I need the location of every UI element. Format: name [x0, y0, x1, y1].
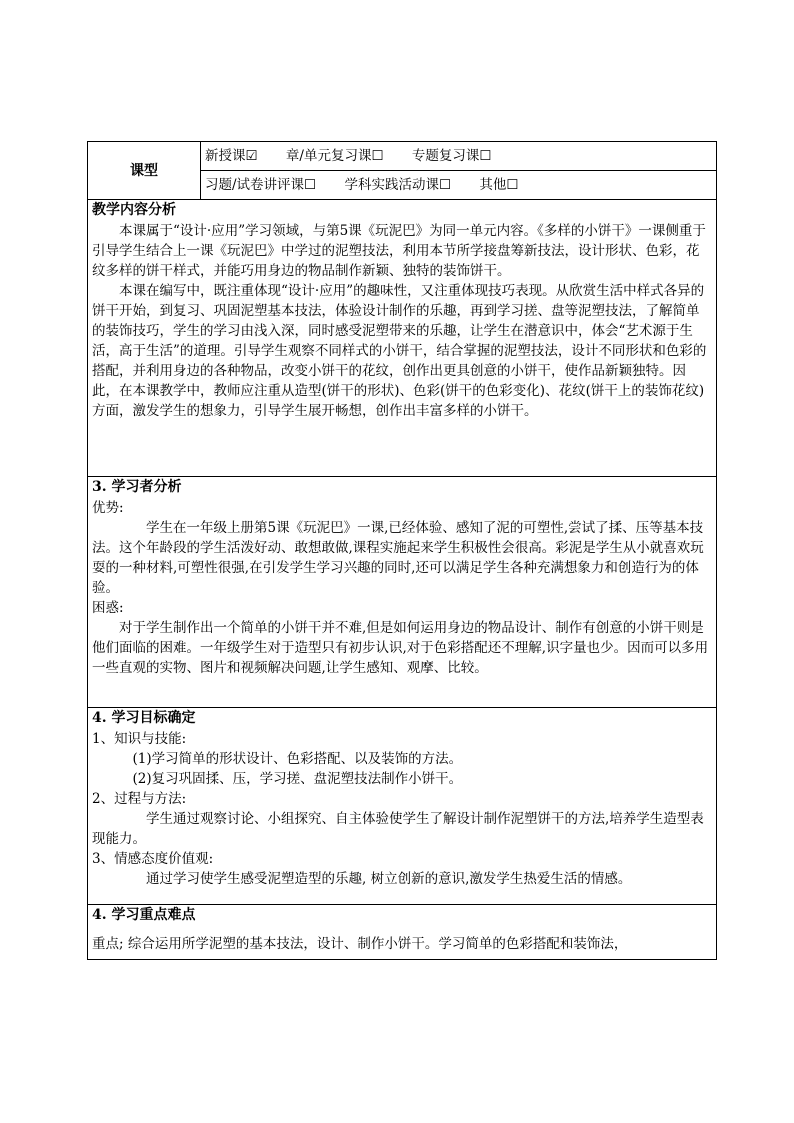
content-analysis-row: [88, 200, 717, 477]
knowledge-label: 1、知识与技能:: [92, 731, 187, 747]
course-type-row-1: [88, 142, 717, 171]
process-text: 学生通过观察讨论、小组探究、自主体验使学生了解设计制作泥塑饼干的方法,培养学生造型表现能力。: [92, 811, 704, 847]
option-other[interactable]: 其他☐: [479, 177, 519, 193]
lesson-plan-page: [87, 141, 717, 960]
objectives-row: [88, 708, 717, 905]
emotion-label: 3、情感态度价值观:: [92, 851, 214, 867]
key-points-text: 重点; 综合运用所学泥塑的基本技法，设计、制作小饼干。学习简单的色彩搭配和装饰法，: [92, 936, 628, 952]
advantage-label: 优势:: [92, 500, 124, 516]
course-type-options-2: [201, 171, 717, 200]
course-type-label: 课型: [88, 142, 201, 200]
content-paragraph: 本课在编写中，既注重体现“设计·应用”的趣味性，又注重体现技巧表现。从欣赏生活中样式各异的饼干开始，到复习、巩固泥塑基本技法，体验设计制作的乐趣，再到学习搓、盘等泥塑技法，了解简单的装饰技巧，学生的学习由浅入深，同时感受泥塑带来的乐趣，让学生在潜意识中，体会“艺术源于生活，高于生活”的道理。引导学生观察不同样式的小饼干，结合掌握的泥塑技法，设计不同形状和色彩的搭配，并利用身边的各种物品，改变小饼干的花纹，创作出更具创意的小饼干，使作品新颖独特。因此，在本课教学中，教师应注重从造型(饼干的形状)、色彩(饼干的色彩变化)、花纹(饼干上的装饰花纹)方面，激发学生的想象力，引导学生展开畅想，创作出丰富多样的小饼干。: [92, 283, 707, 419]
knowledge-item: (1)学习简单的形状设计、色彩搭配、以及装饰的方法。: [132, 751, 463, 767]
difficulty-label: 困惑:: [92, 600, 124, 616]
difficulty-text: 对于学生制作出一个简单的小饼干并不难,但是如何运用身边的物品设计、制作有创意的小饼干则是他们面临的困难。一年级学生对于造型只有初步认识,对于色彩搭配还不理解,识字量也少。因而可以多用一些直观的实物、图片和视频解决问题,让学生感知、观摩、比较。: [92, 620, 709, 676]
key-points-cell: [88, 905, 717, 960]
knowledge-item: (2)复习巩固揉、压，学习搓、盘泥塑技法制作小饼干。: [132, 771, 463, 787]
emotion-text: 通过学习使学生感受泥塑造型的乐趣, 树立创新的意识,激发学生热爱生活的情感。: [146, 871, 632, 887]
option-topic-review[interactable]: 专题复习课☐: [411, 148, 492, 164]
option-practice-activity[interactable]: 学科实践活动课☐: [344, 177, 452, 193]
lesson-plan-table: [87, 141, 717, 960]
learner-analysis-title: 3. 学习者分析: [92, 479, 182, 495]
content-analysis-title: 教学内容分析: [92, 202, 176, 218]
key-points-row: [88, 905, 717, 960]
learner-analysis-row: [88, 477, 717, 708]
option-unit-review[interactable]: 章/单元复习课☐: [285, 148, 384, 164]
option-new-lesson[interactable]: 新授课☑: [205, 148, 258, 164]
advantage-text: 学生在一年级上册第5课《玩泥巴》一课,已经体验、感知了泥的可塑性,尝试了揉、压等基本技法。这个年龄段的学生活泼好动、敢想敢做,课程实施起来学生积极性会很高。彩泥是学生从小就喜欢玩耍的一种材料,可塑性很强,在引发学生学习兴趣的同时,还可以满足学生各种充满想象力和创造行为的体验。: [92, 520, 704, 596]
objectives-title: 4. 学习目标确定: [92, 710, 196, 726]
content-analysis-cell: [88, 200, 717, 477]
process-label: 2、过程与方法:: [92, 791, 187, 807]
learner-analysis-cell: [88, 477, 717, 708]
content-paragraph: 本课属于“设计·应用”学习领域，与第5课《玩泥巴》为同一单元内容。《多样的小饼干》一课侧重于引导学生结合上一课《玩泥巴》中学过的泥塑技法，利用本节所学接盘筹新技法，设计形状、色彩，花纹多样的饼干样式，并能巧用身边的物品制作新颖、独特的装饰饼干。: [92, 223, 706, 279]
objectives-cell: [88, 708, 717, 905]
option-exercise-review[interactable]: 习题/试卷讲评课☐: [205, 177, 317, 193]
course-type-options-1: [201, 142, 717, 171]
key-points-title: 4. 学习重点难点: [92, 907, 196, 923]
